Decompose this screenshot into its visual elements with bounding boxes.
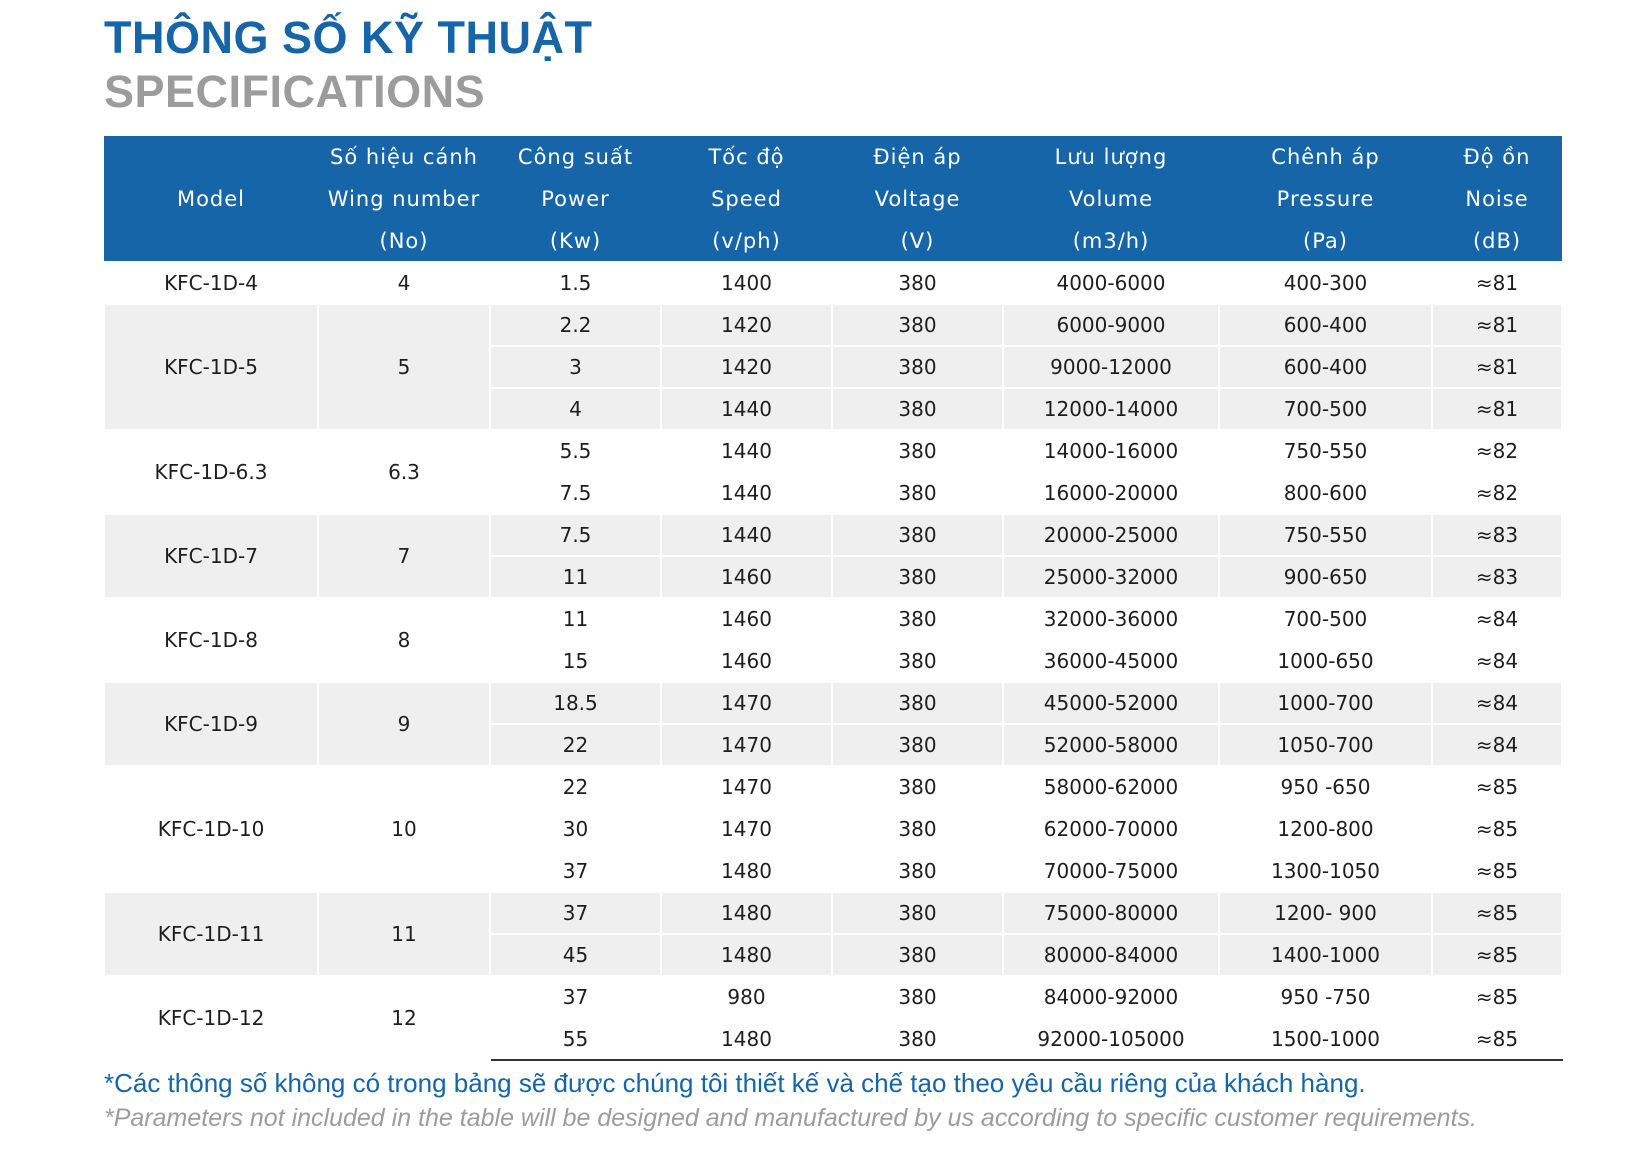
noise-cell: ≈81 [1432, 388, 1562, 430]
voltage-cell: 380 [832, 304, 1003, 346]
volume-cell: 62000-70000 [1003, 808, 1219, 850]
wing-number-cell: 5 [318, 304, 490, 430]
noise-cell: ≈85 [1432, 766, 1562, 808]
voltage-cell: 380 [832, 934, 1003, 976]
noise-cell: ≈85 [1432, 808, 1562, 850]
table-row [104, 598, 1562, 640]
voltage-cell: 380 [832, 976, 1003, 1018]
volume-cell: 9000-12000 [1003, 346, 1219, 388]
header-cell: Model [176, 187, 246, 211]
voltage-cell: 380 [832, 682, 1003, 724]
voltage-cell: 380 [832, 766, 1003, 808]
pressure-cell: 1300-1050 [1219, 850, 1432, 892]
pressure-cell: 1050-700 [1219, 724, 1432, 766]
header-cell: (Kw) [549, 228, 602, 253]
model-cell: KFC-1D-4 [104, 262, 318, 304]
voltage-cell: 380 [832, 472, 1003, 514]
volume-cell: 20000-25000 [1003, 514, 1219, 556]
table-row [104, 304, 1562, 346]
voltage-cell: 380 [832, 1018, 1003, 1060]
page-title-vietnamese: THÔNG SỐ KỸ THUẬT [104, 12, 593, 63]
pressure-cell: 700-500 [1219, 388, 1432, 430]
header-cell: (v/ph) [712, 228, 781, 253]
noise-cell: ≈84 [1432, 682, 1562, 724]
header-cell: Công suất [517, 145, 634, 169]
footnote-english: *Parameters not included in the table will be designed and manufactured by us according to specific customer requirements. [104, 1104, 1477, 1132]
wing-number-cell: 11 [318, 892, 490, 976]
header-cell: (V) [900, 228, 935, 253]
speed-cell: 1460 [661, 556, 832, 598]
voltage-cell: 380 [832, 640, 1003, 682]
speed-cell: 1440 [661, 514, 832, 556]
pressure-cell: 400-300 [1219, 262, 1432, 304]
speed-cell: 1480 [661, 892, 832, 934]
header-row-units [104, 220, 1562, 262]
volume-cell: 6000-9000 [1003, 304, 1219, 346]
model-cell: KFC-1D-11 [104, 892, 318, 976]
voltage-cell: 380 [832, 346, 1003, 388]
voltage-cell: 380 [832, 892, 1003, 934]
header-cell: Số hiệu cánh [330, 145, 478, 169]
wing-number-cell: 9 [318, 682, 490, 766]
pressure-cell: 1400-1000 [1219, 934, 1432, 976]
pressure-cell: 800-600 [1219, 472, 1432, 514]
table-row [104, 766, 1562, 808]
header-cell: Wing number [327, 187, 481, 211]
speed-cell: 1420 [661, 304, 832, 346]
noise-cell: ≈84 [1432, 598, 1562, 640]
volume-cell: 25000-32000 [1003, 556, 1219, 598]
header-cell: Voltage [874, 187, 961, 211]
pressure-cell: 750-550 [1219, 430, 1432, 472]
speed-cell: 1470 [661, 808, 832, 850]
table-row [104, 430, 1562, 472]
speed-cell: 1480 [661, 850, 832, 892]
speed-cell: 1470 [661, 724, 832, 766]
voltage-cell: 380 [832, 808, 1003, 850]
power-cell: 7.5 [490, 472, 661, 514]
header-cell: (Pa) [1303, 228, 1348, 253]
header-cell: Volume [1068, 187, 1154, 211]
volume-cell: 84000-92000 [1003, 976, 1219, 1018]
wing-number-cell: 6.3 [318, 430, 490, 514]
page-title-english: SPECIFICATIONS [104, 66, 486, 117]
power-cell: 11 [490, 556, 661, 598]
volume-cell: 16000-20000 [1003, 472, 1219, 514]
volume-cell: 4000-6000 [1003, 262, 1219, 304]
speed-cell: 1440 [661, 430, 832, 472]
header-cell: (dB) [1472, 228, 1522, 253]
volume-cell: 32000-36000 [1003, 598, 1219, 640]
wing-number-cell: 8 [318, 598, 490, 682]
pressure-cell: 1000-650 [1219, 640, 1432, 682]
noise-cell: ≈85 [1432, 1018, 1562, 1060]
power-cell: 30 [490, 808, 661, 850]
header-cell [104, 220, 318, 262]
pressure-cell: 900-650 [1219, 556, 1432, 598]
noise-cell: ≈85 [1432, 934, 1562, 976]
noise-cell: ≈81 [1432, 262, 1562, 304]
header-cell: Pressure [1276, 187, 1375, 211]
header-cell: Tốc độ [708, 145, 785, 169]
voltage-cell: 380 [832, 388, 1003, 430]
power-cell: 22 [490, 724, 661, 766]
volume-cell: 36000-45000 [1003, 640, 1219, 682]
noise-cell: ≈84 [1432, 640, 1562, 682]
noise-cell: ≈83 [1432, 556, 1562, 598]
header-cell: Chênh áp [1271, 145, 1380, 169]
volume-cell: 14000-16000 [1003, 430, 1219, 472]
noise-cell: ≈81 [1432, 346, 1562, 388]
voltage-cell: 380 [832, 724, 1003, 766]
power-cell: 3 [490, 346, 661, 388]
pressure-cell: 600-400 [1219, 346, 1432, 388]
pressure-cell: 950 -750 [1219, 976, 1432, 1018]
power-cell: 1.5 [490, 262, 661, 304]
volume-cell: 52000-58000 [1003, 724, 1219, 766]
header-row-vietnamese [104, 136, 1562, 178]
voltage-cell: 380 [832, 850, 1003, 892]
header-cell: Power [541, 187, 610, 211]
power-cell: 37 [490, 850, 661, 892]
speed-cell: 1480 [661, 934, 832, 976]
pressure-cell: 950 -650 [1219, 766, 1432, 808]
voltage-cell: 380 [832, 262, 1003, 304]
noise-cell: ≈85 [1432, 892, 1562, 934]
speed-cell: 1460 [661, 640, 832, 682]
model-cell: KFC-1D-9 [104, 682, 318, 766]
header-cell: Noise [1465, 187, 1529, 211]
pressure-cell: 1000-700 [1219, 682, 1432, 724]
wing-number-cell: 12 [318, 976, 490, 1060]
pressure-cell: 700-500 [1219, 598, 1432, 640]
pressure-cell: 1200-800 [1219, 808, 1432, 850]
header-cell: Điện áp [873, 145, 962, 169]
volume-cell: 92000-105000 [1003, 1018, 1219, 1060]
power-cell: 37 [490, 976, 661, 1018]
header-cell [104, 136, 318, 178]
wing-number-cell: 7 [318, 514, 490, 598]
noise-cell: ≈82 [1432, 430, 1562, 472]
power-cell: 18.5 [490, 682, 661, 724]
model-cell: KFC-1D-10 [104, 766, 318, 892]
noise-cell: ≈82 [1432, 472, 1562, 514]
volume-cell: 45000-52000 [1003, 682, 1219, 724]
header-cell: Speed [711, 187, 782, 211]
power-cell: 55 [490, 1018, 661, 1060]
header-cell: Độ ồn [1463, 145, 1531, 169]
voltage-cell: 380 [832, 430, 1003, 472]
table-row [104, 514, 1562, 556]
speed-cell: 1460 [661, 598, 832, 640]
model-cell: KFC-1D-12 [104, 976, 318, 1060]
table-header [104, 136, 1562, 262]
footnote-vietnamese: *Các thông số không có trong bảng sẽ được chúng tôi thiết kế và chế tạo theo yêu cầu riêng của khách hàng. [104, 1068, 1366, 1098]
voltage-cell: 380 [832, 514, 1003, 556]
power-cell: 2.2 [490, 304, 661, 346]
volume-cell: 70000-75000 [1003, 850, 1219, 892]
power-cell: 37 [490, 892, 661, 934]
voltage-cell: 380 [832, 556, 1003, 598]
pressure-cell: 750-550 [1219, 514, 1432, 556]
speed-cell: 1470 [661, 766, 832, 808]
power-cell: 4 [490, 388, 661, 430]
speed-cell: 1440 [661, 388, 832, 430]
speed-cell: 1400 [661, 262, 832, 304]
noise-cell: ≈81 [1432, 304, 1562, 346]
volume-cell: 58000-62000 [1003, 766, 1219, 808]
model-cell: KFC-1D-6.3 [104, 430, 318, 514]
power-cell: 15 [490, 640, 661, 682]
power-cell: 5.5 [490, 430, 661, 472]
table-row [104, 262, 1562, 304]
header-cell: Lưu lượng [1054, 145, 1168, 169]
pressure-cell: 1500-1000 [1219, 1018, 1432, 1060]
power-cell: 22 [490, 766, 661, 808]
speed-cell: 980 [661, 976, 832, 1018]
header-cell: (No) [379, 228, 429, 253]
table-body [104, 262, 1562, 1060]
volume-cell: 75000-80000 [1003, 892, 1219, 934]
table-row [104, 892, 1562, 934]
pressure-cell: 1200- 900 [1219, 892, 1432, 934]
model-cell: KFC-1D-5 [104, 304, 318, 430]
volume-cell: 12000-14000 [1003, 388, 1219, 430]
power-cell: 45 [490, 934, 661, 976]
speed-cell: 1420 [661, 346, 832, 388]
wing-number-cell: 4 [318, 262, 490, 304]
table-row [104, 976, 1562, 1018]
noise-cell: ≈85 [1432, 976, 1562, 1018]
noise-cell: ≈83 [1432, 514, 1562, 556]
noise-cell: ≈84 [1432, 724, 1562, 766]
pressure-cell: 600-400 [1219, 304, 1432, 346]
model-cell: KFC-1D-7 [104, 514, 318, 598]
noise-cell: ≈85 [1432, 850, 1562, 892]
speed-cell: 1440 [661, 472, 832, 514]
table-row [104, 682, 1562, 724]
volume-cell: 80000-84000 [1003, 934, 1219, 976]
header-row-english [104, 178, 1562, 220]
power-cell: 11 [490, 598, 661, 640]
model-cell: KFC-1D-8 [104, 598, 318, 682]
voltage-cell: 380 [832, 598, 1003, 640]
wing-number-cell: 10 [318, 766, 490, 892]
speed-cell: 1470 [661, 682, 832, 724]
specifications-table [103, 136, 1563, 1061]
header-cell: (m3/h) [1072, 228, 1150, 253]
speed-cell: 1480 [661, 1018, 832, 1060]
power-cell: 7.5 [490, 514, 661, 556]
